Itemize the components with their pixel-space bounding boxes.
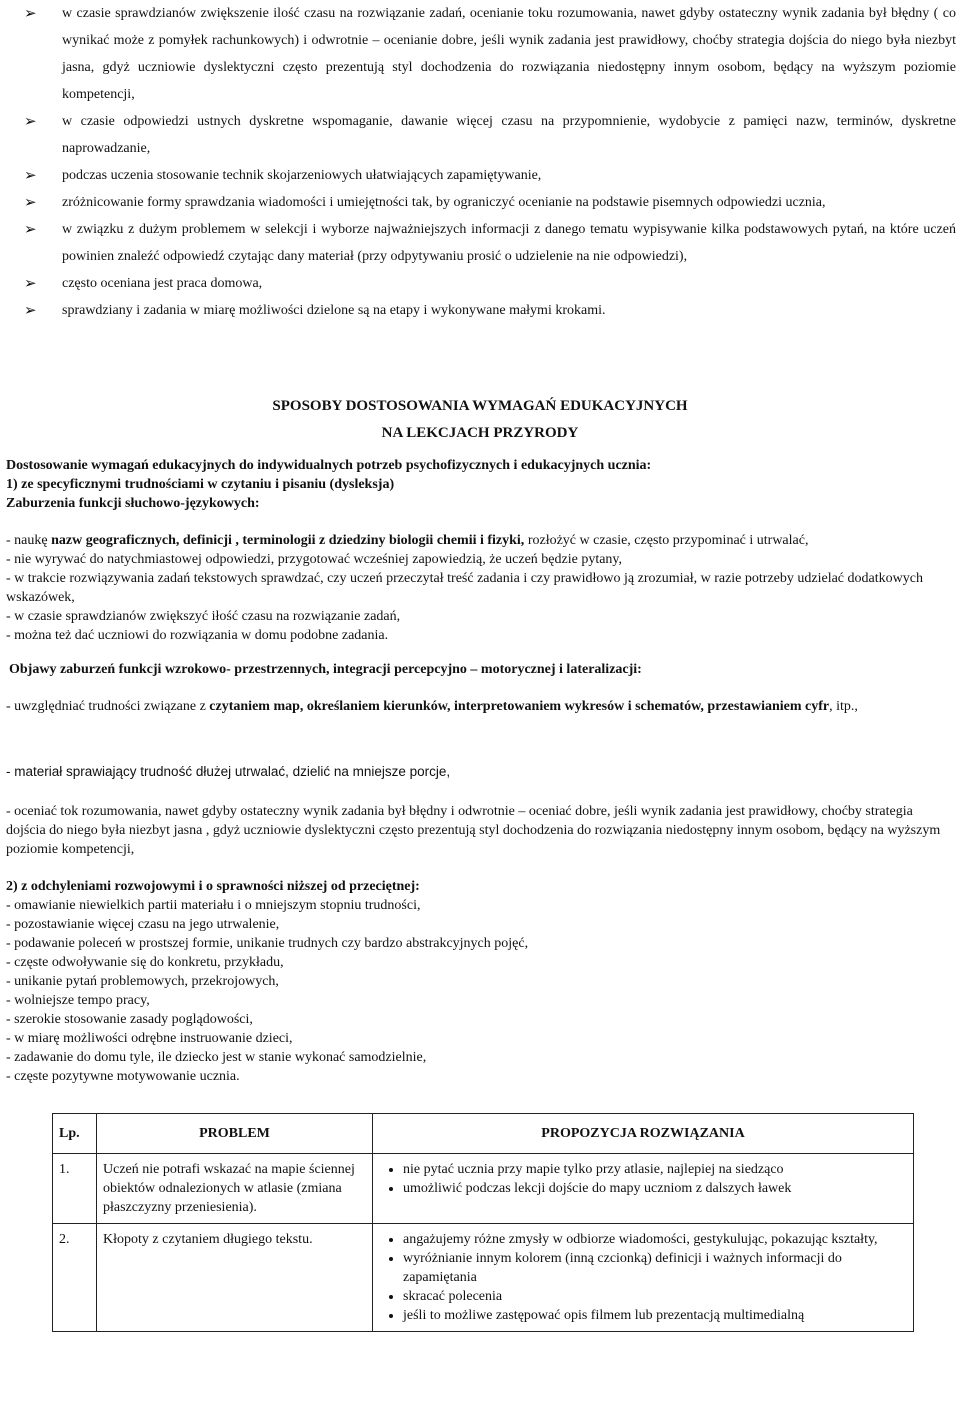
visual-heading: Objawy zaburzeń funkcji wzrokowo- przestrzennych, integracji percepcyjno – motorycznej i lateralizacji: (9, 662, 642, 677)
deviation-item: - w miarę możliwości odrębne instruowanie dzieci, (6, 1031, 293, 1046)
deviation-item: - szerokie stosowanie zasady poglądowości, (6, 1012, 253, 1027)
dyslexia-subheading: 1) ze specyficznymi trudnościami w czytaniu i pisaniu (dysleksja) (6, 477, 395, 492)
visual-item-sans: - materiał sprawiający trudność dłużej utrwalać, dzielić na mniejsze porcje, (6, 764, 451, 779)
deviation-item: - unikanie pytań problemowych, przekrojowych, (6, 974, 279, 989)
solution-item: • wyróżnianie innym kolorem (inną czcionką) definicji i ważnych informacji do zapamiętania (403, 1249, 907, 1287)
solution-cell (373, 1154, 914, 1224)
column-header-lp: Lp. (53, 1114, 97, 1154)
arrow-bullet-icon: ➢ (24, 274, 37, 292)
arrow-bullet-icon: ➢ (24, 4, 37, 22)
section-heading-line2: NA LEKCJACH PRZYRODY (381, 425, 579, 441)
deviation-item: - podawanie poleceń w prostszej formie, unikanie trudnych czy bardzo abstrakcyjnych pojęć, (6, 936, 529, 951)
auditory-item: - w czasie sprawdzianów zwiększyć iłość czasu na rozwiązanie zadań, (6, 609, 401, 624)
arrow-bullet-icon: ➢ (24, 166, 37, 184)
solution-cell (373, 1224, 914, 1332)
problem-cell: Kłopoty z czytaniem długiego tekstu. (97, 1224, 373, 1332)
deviation-item: - omawianie niewielkich partii materiału i o mniejszym stopniu trudności, (6, 898, 421, 913)
column-header-solution: PROPOZYCJA ROZWIĄZANIA (373, 1114, 914, 1154)
deviation-item: - wolniejsze tempo pracy, (6, 993, 150, 1008)
deviation-item: - zadawanie do domu tyle, ile dziecko jest w stanie wykonać samodzielnie, (6, 1050, 427, 1065)
bullet-item: ➢ często oceniana jest praca domowa, (0, 270, 960, 297)
section-heading-line1: SPOSOBY DOSTOSOWANIA WYMAGAŃ EDUKACYJNYCH (272, 398, 688, 414)
bullet-item: ➢ sprawdziany i zadania w miarę możliwości dzielone są na etapy i wykonywane małymi krokami. (0, 297, 960, 324)
solution-item: • skracać polecenia (403, 1287, 907, 1306)
auditory-item: - naukę nazw geograficznych, definicji , terminologii z dziedziny biologii chemii i fizyki, rozłożyć w czasie, często przypominać i utrwalać, (6, 533, 809, 548)
solution-item: • jeśli to możliwe zastępować opis filmem lub prezentacją multimedialną (403, 1306, 907, 1325)
bullet-item: ➢ w związku z dużym problemem w selekcji i wyborze najważniejszych informacji z danego tematu wypisywanie kilka podstawowych pytań, na które uczeń powinien znaleźć odpowiedź czytając dany materiał (przy odpytywaniu prosić o udzielenie na nie odpowiedzi), (0, 216, 960, 270)
solution-list (379, 1230, 907, 1325)
table-row (53, 1224, 914, 1332)
bullet-item: ➢ podczas uczenia stosowanie technik skojarzeniowych ułatwiających zapamiętywanie, (0, 162, 960, 189)
top-bullet-list (0, 0, 960, 324)
row-number: 1. (53, 1154, 97, 1224)
auditory-item: - w trakcie rozwiązywania zadań tekstowych sprawdzać, czy uczeń przeczytał treść zadania i czy prawidłowo ją zrozumiał, w razie potrzeby udzielać dodatkowych wskazówek, (6, 571, 923, 605)
bullet-item: ➢ zróżnicowanie formy sprawdzania wiadomości i umiejętności tak, by ograniczyć ocenianie na podstawie pisemnych odpowiedzi ucznia, (0, 189, 960, 216)
arrow-bullet-icon: ➢ (24, 301, 37, 319)
solution-item: • nie pytać ucznia przy mapie tylko przy atlasie, najlepiej na siedząco (403, 1160, 907, 1179)
visual-item-reasoning: - oceniać tok rozumowania, nawet gdyby ostateczny wynik zadania był błędny i odwrotnie – oceniać dobre, jeśli wynik zadania jest prawidłowy, choćby strategia dojścia do niego była niezbyt jasna , gdyż uczniowie dyslektyczni często prezentują styl dochodzenia do rozwiązania niedostępny innym osobom, będący na wyższym poziomie kompetencji, (6, 804, 941, 857)
row-number: 2. (53, 1224, 97, 1332)
solution-list (379, 1160, 907, 1198)
visual-item: - uwzględniać trudności związane z czytaniem map, określaniem kierunków, interpretowaniem wykresów i schematów, przestawianiem cyfr, itp., (6, 699, 858, 714)
bullet-item: ➢ w czasie odpowiedzi ustnych dyskretne wspomaganie, dawanie więcej czasu na przypomnienie, wydobycie z pamięci nazw, terminów, dyskretne naprowadzanie, (0, 108, 960, 162)
intro-block (6, 456, 954, 645)
auditory-heading: Zaburzenia funkcji słuchowo-językowych: (6, 496, 260, 511)
bullet-item: ➢ w czasie sprawdzianów zwiększenie ilość czasu na rozwiązanie zadań, ocenianie toku rozumowania, nawet gdyby ostateczny wynik zadania był błędny ( co wynikać może z pomyłek rachunkowych) i odwrotnie – ocenianie dobre, jeśli wynik zadania jest prawidłowy, choćby strategia dojścia do niego była niezbyt jasna, gdyż uczniowie dyslektyczni często prezentują styl dochodzenia do rozwiązania niedostępny innym osobom, będący na wyższym poziomie kompetencji, (0, 0, 960, 108)
arrow-bullet-icon: ➢ (24, 193, 37, 211)
arrow-bullet-icon: ➢ (24, 112, 37, 130)
intro-line: Dostosowanie wymagań edukacyjnych do indywidualnych potrzeb psychofizycznych i edukacyjnych ucznia: (6, 458, 652, 473)
column-header-problem: PROBLEM (97, 1114, 373, 1154)
solution-item: • angażujemy różne zmysły w odbiorze wiadomości, gestykulując, pokazując kształty, (403, 1230, 907, 1249)
visual-block (6, 660, 954, 716)
proposals-table (52, 1113, 914, 1332)
deviations-block (6, 877, 954, 1086)
deviation-item: - częste odwoływanie się do konkretu, przykładu, (6, 955, 284, 970)
table-row (53, 1154, 914, 1224)
arrow-bullet-icon: ➢ (24, 220, 37, 238)
solution-item: • umożliwić podczas lekcji dojście do mapy uczniom z dalszych ławek (403, 1179, 907, 1198)
auditory-item: - nie wyrywać do natychmiastowej odpowiedzi, przygotować wcześniej zapowiedzią, że uczeń będzie pytany, (6, 552, 623, 567)
problem-cell: Uczeń nie potrafi wskazać na mapie ściennej obiektów odnalezionych w atlasie (zmiana płaszczyzny przeniesienia). (97, 1154, 373, 1224)
deviations-heading: 2) z odchyleniami rozwojowymi i o sprawności niższej od przeciętnej: (6, 879, 420, 894)
auditory-item: - można też dać uczniowi do rozwiązania w domu podobne zadania. (6, 628, 389, 643)
deviation-item: - pozostawianie więcej czasu na jego utrwalenie, (6, 917, 280, 932)
deviation-item: - częste pozytywne motywowanie ucznia. (6, 1069, 240, 1084)
table-header-row (53, 1114, 914, 1154)
